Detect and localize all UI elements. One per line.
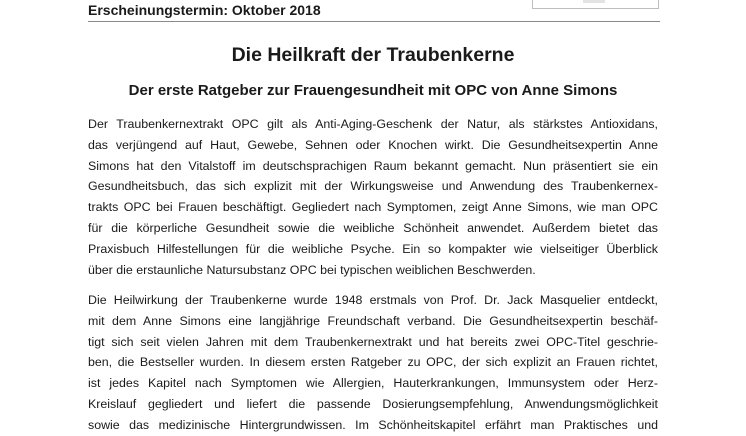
- paragraph-line: mit dem Anne Simons eine langjährige Freundschaft verband. Die Gesundheitsexpertin beschäf-: [88, 313, 658, 328]
- paragraph-line: Der Traubenkernextrakt OPC gilt als Anti-Aging-Geschenk der Natur, als stärkstes Antioxidans,: [88, 117, 658, 131]
- logo-mark: [583, 0, 605, 3]
- header-divider: [88, 21, 660, 22]
- paragraph-1: [88, 114, 658, 280]
- paragraph-line: für die körperliche Gesundheit sowie die weibliche Schönheit anwendet. Außerdem bietet das: [88, 220, 658, 235]
- release-date: Erscheinungstermin: Oktober 2018: [88, 2, 321, 18]
- paragraph-line: ben, die Bestseller wurden. In diesem ersten Ratgeber zu OPC, der sich explizit an Frauen richtet,: [88, 355, 658, 370]
- paragraph-line: sowie das medizinische Hintergrundwissen. Im Schönheitskapitel erfährt man Praktisches und: [88, 417, 658, 432]
- paragraph-line: trakts OPC bei Frauen beschäftigt. Gegliedert nach Symptomen, zeigt Anne Simons, wie man OPC: [88, 200, 658, 215]
- paragraph-line: über die erstaunliche Natursubstanz OPC bei typischen weiblichen Beschwerden.: [88, 262, 536, 277]
- article-subtitle: Der erste Ratgeber zur Frauengesundheit mit OPC von Anne Simons: [128, 82, 618, 99]
- publisher-logo: [532, 0, 659, 9]
- paragraph-2: [88, 290, 658, 436]
- paragraph-line: Die Heilwirkung der Traubenkerne wurde 1948 erstmals von Prof. Dr. Jack Masquelier entdeckt,: [88, 293, 658, 307]
- paragraph-line: Simons hat den Vitalstoff im deutschsprachigen Raum bekannt gemacht. Nun präsentiert sie ein: [88, 158, 658, 173]
- article-title: Die Heilkraft der Traubenkerne: [231, 44, 515, 66]
- paragraph-line: Kreislauf gegliedert und liefert die passende Dosierungsempfehlung, Anwendungsmöglichkeit: [88, 396, 658, 411]
- paragraph-line: Gesundheitsbuch, das sich explizit mit der Wirkungsweise und Anwendung des Traubenkernex-: [88, 179, 658, 194]
- paragraph-line: tigt sich seit vielen Jahren mit dem Traubenkernextrakt und hat bereits zwei OPC-Titel geschrie-: [88, 334, 658, 349]
- paragraph-line: Praxisbuch Hilfestellungen für die weibliche Psyche. Ein so kompakter wie vielseitiger Überblick: [88, 241, 658, 256]
- paragraph-line: das verjüngend auf Haut, Gewebe, Sehnen oder Knochen wirkt. Die Gesundheitsexpertin Anne: [88, 137, 658, 152]
- paragraph-line: ist jedes Kapitel nach Symptomen wie Allergien, Hauterkrankungen, Immunsystem oder Herz-: [88, 376, 658, 391]
